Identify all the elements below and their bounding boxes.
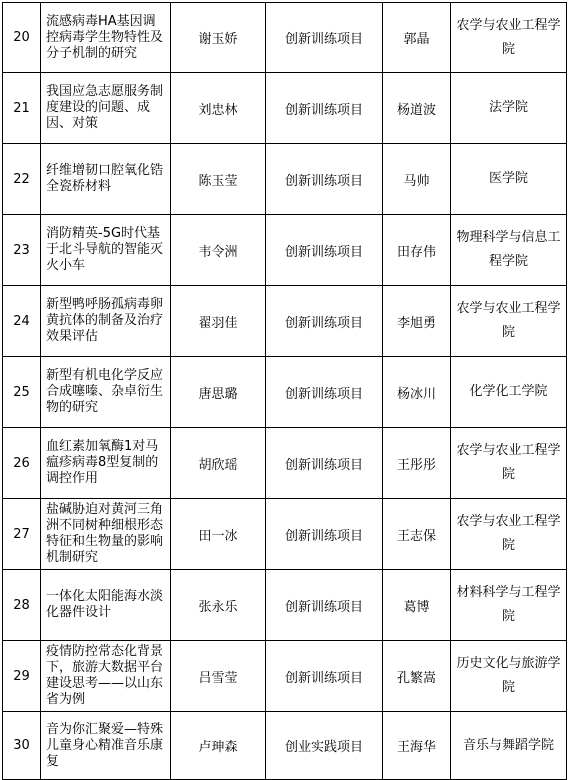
project-leader: 刘忠林: [171, 73, 266, 144]
college-name: 法学院: [451, 73, 567, 144]
project-type: 创新训练项目: [266, 357, 383, 428]
table-row: [3, 712, 567, 780]
table-row: [3, 428, 567, 499]
table-row: [3, 286, 567, 357]
project-title: 流感病毒HA基因调控病毒学生物特性及分子机制的研究: [41, 3, 171, 73]
project-leader: 唐思璐: [171, 357, 266, 428]
advisor-name: 郭晶: [383, 3, 451, 73]
table-row: [3, 570, 567, 641]
row-number: 26: [3, 428, 41, 499]
project-type: 创新训练项目: [266, 144, 383, 215]
table-row: [3, 73, 567, 144]
row-number: 23: [3, 215, 41, 286]
college-name: 音乐与舞蹈学院: [451, 712, 567, 780]
project-type: 创新训练项目: [266, 286, 383, 357]
college-name: 物理科学与信息工程学院: [451, 215, 567, 286]
college-name: 农学与农业工程学院: [451, 286, 567, 357]
advisor-name: 田存伟: [383, 215, 451, 286]
advisor-name: 马帅: [383, 144, 451, 215]
row-number: 27: [3, 499, 41, 570]
college-name: 农学与农业工程学院: [451, 499, 567, 570]
project-leader: 张永乐: [171, 570, 266, 641]
college-name: 农学与农业工程学院: [451, 428, 567, 499]
advisor-name: 王彤彤: [383, 428, 451, 499]
table-row: [3, 215, 567, 286]
project-title: 新型鸭呼肠孤病毒卵黄抗体的制备及治疗效果评估: [41, 286, 171, 357]
row-number: 24: [3, 286, 41, 357]
row-number: 21: [3, 73, 41, 144]
projects-table-body: [3, 3, 567, 780]
project-type: 创业实践项目: [266, 712, 383, 780]
row-number: 20: [3, 3, 41, 73]
projects-table: [2, 2, 567, 780]
project-leader: 谢玉娇: [171, 3, 266, 73]
project-title: 血红素加氧酶1对马瘟疹病毒8型复制的调控作用: [41, 428, 171, 499]
advisor-name: 杨道波: [383, 73, 451, 144]
project-title: 音为你汇聚爱—特殊儿童身心精准音乐康复: [41, 712, 171, 780]
table-row: [3, 641, 567, 712]
project-type: 创新训练项目: [266, 499, 383, 570]
project-title: 新型有机电化学反应合成噻嗪、杂卓衍生物的研究: [41, 357, 171, 428]
table-row: [3, 3, 567, 73]
row-number: 25: [3, 357, 41, 428]
project-leader: 翟羽佳: [171, 286, 266, 357]
project-type: 创新训练项目: [266, 428, 383, 499]
college-name: 材料科学与工程学院: [451, 570, 567, 641]
college-name: 农学与农业工程学院: [451, 3, 567, 73]
table-row: [3, 357, 567, 428]
project-leader: 田一冰: [171, 499, 266, 570]
college-name: 历史文化与旅游学院: [451, 641, 567, 712]
project-type: 创新训练项目: [266, 73, 383, 144]
project-leader: 胡欣瑶: [171, 428, 266, 499]
row-number: 22: [3, 144, 41, 215]
row-number: 30: [3, 712, 41, 780]
project-title: 一体化太阳能海水淡化器件设计: [41, 570, 171, 641]
project-title: 纤维增韧口腔氧化锆全瓷桥材料: [41, 144, 171, 215]
project-title: 疫情防控常态化背景下，旅游大数据平台建设思考——以山东省为例: [41, 641, 171, 712]
row-number: 29: [3, 641, 41, 712]
project-title: 消防精英-5G时代基于北斗导航的智能灭火小车: [41, 215, 171, 286]
project-leader: 卢珅森: [171, 712, 266, 780]
advisor-name: 葛博: [383, 570, 451, 641]
project-title: 盐碱胁迫对黄河三角洲不同树种细根形态特征和生物量的影响机制研究: [41, 499, 171, 570]
project-title: 我国应急志愿服务制度建设的问题、成因、对策: [41, 73, 171, 144]
row-number: 28: [3, 570, 41, 641]
advisor-name: 王海华: [383, 712, 451, 780]
project-type: 创新训练项目: [266, 3, 383, 73]
table-row: [3, 144, 567, 215]
table-row: [3, 499, 567, 570]
project-leader: 韦令洲: [171, 215, 266, 286]
project-leader: 吕雪莹: [171, 641, 266, 712]
college-name: 化学化工学院: [451, 357, 567, 428]
project-leader: 陈玉莹: [171, 144, 266, 215]
advisor-name: 杨冰川: [383, 357, 451, 428]
advisor-name: 李旭勇: [383, 286, 451, 357]
advisor-name: 孔繁嵩: [383, 641, 451, 712]
project-type: 创新训练项目: [266, 570, 383, 641]
advisor-name: 王志保: [383, 499, 451, 570]
college-name: 医学院: [451, 144, 567, 215]
project-type: 创新训练项目: [266, 641, 383, 712]
project-type: 创新训练项目: [266, 215, 383, 286]
